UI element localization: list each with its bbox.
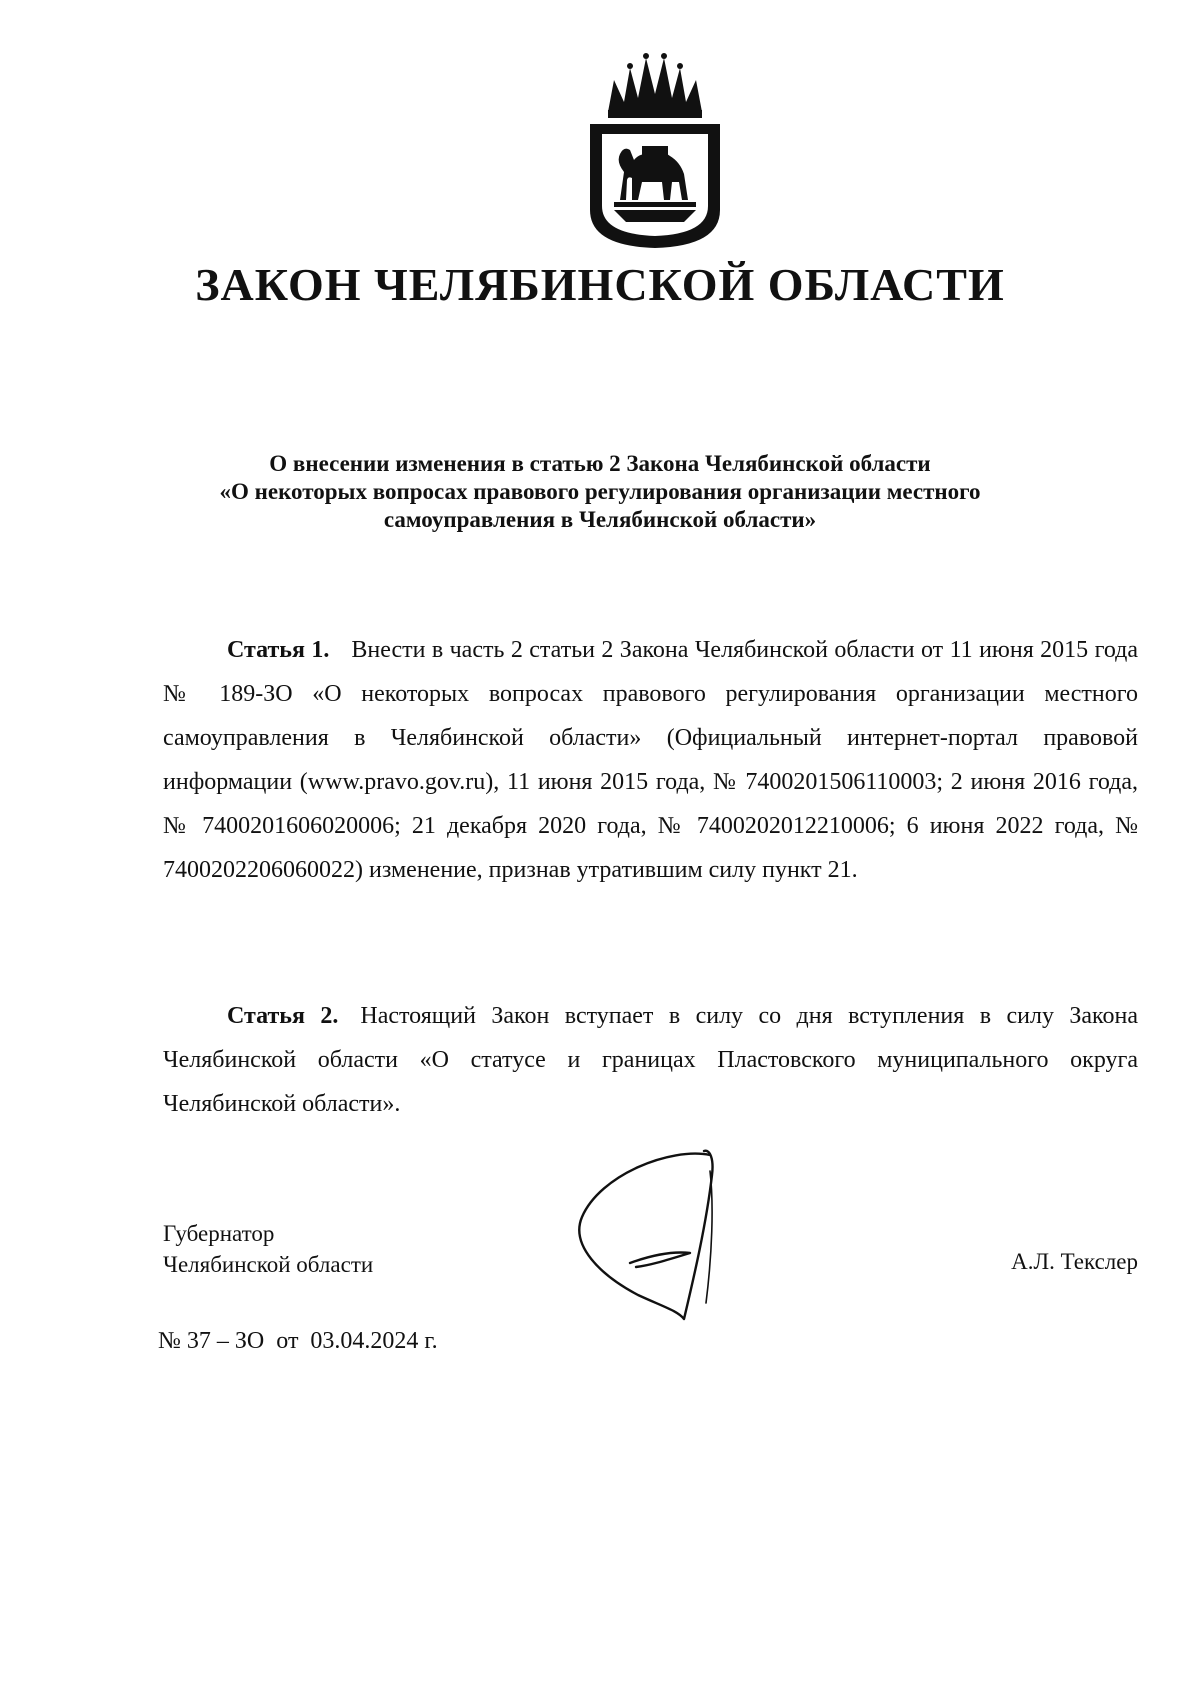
- subtitle-line: самоуправления в Челябинской области»: [383, 507, 817, 532]
- subtitle-line: О внесении изменения в статью 2 Закона Челябинской области: [269, 451, 931, 476]
- signatory-title-line1: Губернатор: [163, 1221, 275, 1246]
- article-1-text: Внести в часть 2 статьи 2 Закона Челябинской области от 11 июня 2015 года № 189-ЗО «О некоторых вопросах правового регулирования организации местного самоуправления в Челябинской области» (Официальный интернет-портал правовой информации (www.pravo.gov.ru), 11 июня 2015 года, № 7400201506110003; 2 июня 2016 года, № 7400201606020006; 21 декабря 2020 года, № 7400202012210006; 6 июня 2022 года, № 7400202206060022) изменение, признав утратившим силу пункт 21.: [163, 637, 1138, 883]
- law-number: № 37 – ЗО от 03.04.2024 г.: [158, 1328, 438, 1354]
- handwritten-signature-icon: [560, 1135, 780, 1335]
- article-1-label: Статья 1.: [227, 637, 330, 663]
- subtitle-line: «О некоторых вопросах правового регулирования организации местного: [219, 479, 981, 504]
- law-heading: ЗАКОН ЧЕЛЯБИНСКОЙ ОБЛАСТИ: [195, 259, 1005, 310]
- signatory-title: [163, 1218, 373, 1280]
- law-subtitle: [140, 450, 1060, 534]
- article-2: [163, 994, 1138, 1126]
- signatory-title-line2: Челябинской области: [163, 1252, 374, 1277]
- article-2-text: Настоящий Закон вступает в силу со дня вступления в силу Закона Челябинской области «О статусе и границах Пластовского муниципального округа Челябинской области».: [163, 1003, 1138, 1117]
- signatory-name: А.Л. Текслер: [1011, 1249, 1138, 1274]
- article-1: [163, 628, 1138, 892]
- chelyabinsk-coat-of-arms-icon: [580, 50, 730, 250]
- article-2-label: Статья 2.: [227, 1003, 339, 1029]
